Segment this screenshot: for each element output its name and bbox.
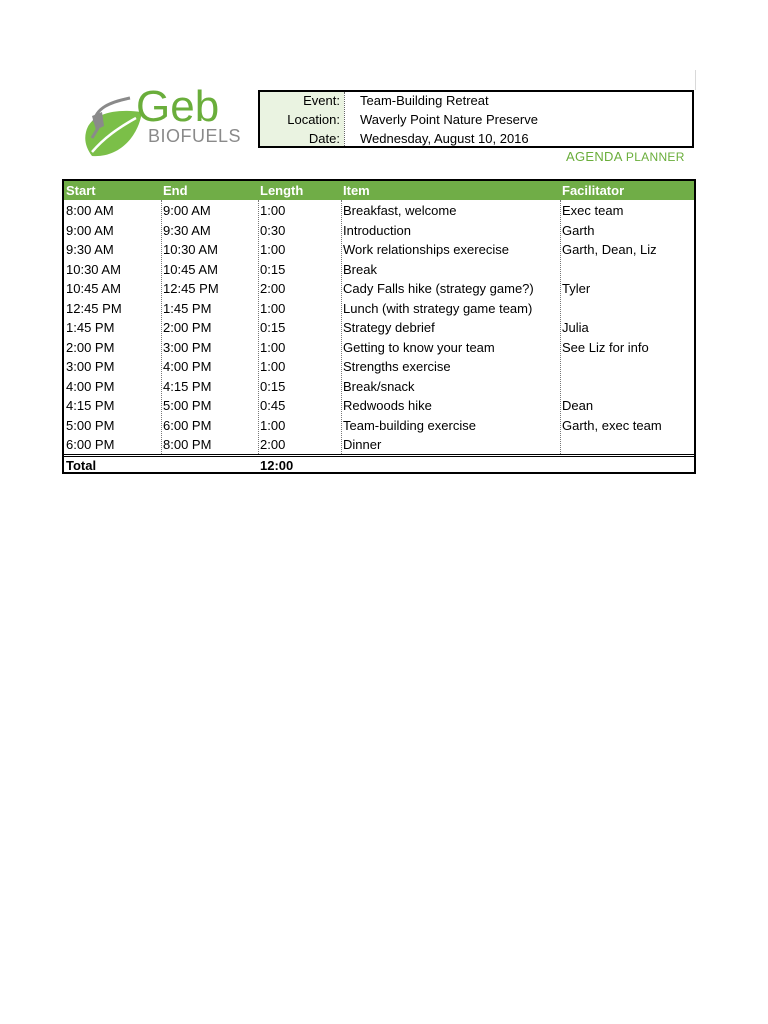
table-row	[64, 357, 694, 377]
cell-start-time: 8:00 AM	[66, 203, 114, 218]
cell-item: Getting to know your team	[343, 339, 495, 355]
logo-wordmark: Geb	[136, 82, 220, 131]
table-header	[64, 181, 694, 200]
table-row	[64, 396, 694, 416]
cell-start-time: 4:15 PM	[66, 398, 115, 413]
cell-end-time: 6:00 PM	[163, 417, 212, 433]
total-row	[64, 458, 694, 474]
cell-item: Lunch (with strategy game team)	[343, 300, 533, 316]
cell-length: 0:15	[260, 320, 286, 335]
header-end: End	[163, 183, 188, 198]
cell-start-time: 10:45 AM	[66, 281, 121, 296]
cell-start-time: 1:45 PM	[66, 320, 115, 335]
cell-end-time: 2:00 PM	[163, 320, 212, 335]
cell-facilitator: Tyler	[562, 281, 591, 296]
geb-biofuels-logo	[80, 82, 242, 166]
cell-facilitator: Julia	[562, 320, 589, 335]
date-row	[260, 131, 692, 149]
header-facilitator: Facilitator	[562, 183, 625, 198]
cell-end-time: 10:30 AM	[163, 242, 218, 257]
cell-start-time: 3:00 PM	[66, 359, 115, 374]
cell-start-time: 6:00 PM	[66, 437, 115, 452]
table-row	[64, 435, 694, 455]
cell-item: Work relationships exerecise	[343, 242, 509, 257]
cell-length: 0:15	[260, 378, 286, 394]
cell-end-time: 9:00 AM	[163, 203, 211, 218]
cell-facilitator: Exec team	[562, 203, 624, 218]
sheet-edge-line	[695, 70, 696, 90]
total-value: 12:00	[260, 458, 294, 473]
cell-length: 2:00	[260, 281, 286, 296]
date-value: Wednesday, August 10, 2016	[360, 131, 529, 146]
cell-end-time: 5:00 PM	[163, 398, 212, 413]
cell-start-time: 5:00 PM	[66, 417, 115, 433]
cell-end-time: 8:00 PM	[163, 437, 212, 452]
cell-start-time: 10:30 AM	[66, 261, 121, 277]
cell-item: Team-building exercise	[343, 417, 476, 433]
cell-length: 1:00	[260, 417, 286, 433]
cell-end-time: 3:00 PM	[163, 339, 212, 355]
cell-length: 2:00	[260, 437, 286, 452]
cell-facilitator: Garth, Dean, Liz	[562, 242, 657, 257]
table-row	[64, 318, 694, 338]
table-row	[64, 416, 694, 436]
cell-end-time: 1:45 PM	[163, 300, 212, 316]
table-row	[64, 260, 694, 280]
event-label: Event:	[303, 93, 340, 108]
table-row	[64, 201, 694, 221]
cell-end-time: 4:00 PM	[163, 359, 212, 374]
cell-item: Cady Falls hike (strategy game?)	[343, 281, 534, 296]
event-info-box	[258, 90, 694, 148]
header-start: Start	[66, 183, 96, 198]
cell-length: 1:00	[260, 242, 286, 257]
cell-facilitator: Garth, exec team	[562, 417, 662, 433]
cell-length: 1:00	[260, 300, 286, 316]
table-row	[64, 279, 694, 299]
cell-length: 1:00	[260, 203, 286, 218]
cell-item: Dinner	[343, 437, 382, 452]
cell-item: Strategy debrief	[343, 320, 435, 335]
cell-length: 1:00	[260, 339, 286, 355]
cell-item: Introduction	[343, 222, 411, 238]
event-row	[260, 93, 692, 111]
cell-facilitator: Garth	[562, 222, 595, 238]
agenda-table	[62, 179, 696, 474]
cell-item: Break	[343, 261, 377, 277]
header-item: Item	[343, 183, 370, 198]
cell-item: Break/snack	[343, 378, 415, 394]
table-row	[64, 377, 694, 397]
cell-length: 1:00	[260, 359, 286, 374]
table-row	[64, 221, 694, 241]
cell-facilitator: Dean	[562, 398, 594, 413]
table-row	[64, 299, 694, 319]
cell-start-time: 2:00 PM	[66, 339, 115, 355]
cell-item: Redwoods hike	[343, 398, 432, 413]
location-value: Waverly Point Nature Preserve	[360, 112, 538, 127]
total-label: Total	[66, 458, 97, 473]
cell-end-time: 10:45 AM	[163, 261, 218, 277]
planner-word-agenda: AGENDA	[566, 149, 622, 164]
cell-end-time: 12:45 PM	[163, 281, 219, 296]
cell-start-time: 4:00 PM	[66, 378, 115, 394]
header-length: Length	[260, 183, 304, 198]
location-row	[260, 112, 692, 130]
agenda-planner-title	[566, 149, 685, 164]
planner-word-planner: PLANNER	[625, 150, 685, 164]
table-row	[64, 338, 694, 358]
cell-length: 0:45	[260, 398, 286, 413]
logo-subtitle: BIOFUELS	[148, 126, 242, 146]
event-value: Team-Building Retreat	[360, 93, 489, 108]
cell-facilitator: See Liz for info	[562, 339, 649, 355]
cell-item: Strengths exercise	[343, 359, 451, 374]
cell-start-time: 12:45 PM	[66, 300, 122, 316]
cell-item: Breakfast, welcome	[343, 203, 457, 218]
location-label: Location:	[287, 112, 340, 127]
cell-end-time: 4:15 PM	[163, 378, 212, 394]
table-row	[64, 240, 694, 260]
cell-start-time: 9:00 AM	[66, 222, 114, 238]
date-label: Date:	[308, 131, 340, 146]
cell-length: 0:30	[260, 222, 286, 238]
cell-length: 0:15	[260, 261, 286, 277]
cell-end-time: 9:30 AM	[163, 222, 211, 238]
cell-start-time: 9:30 AM	[66, 242, 114, 257]
